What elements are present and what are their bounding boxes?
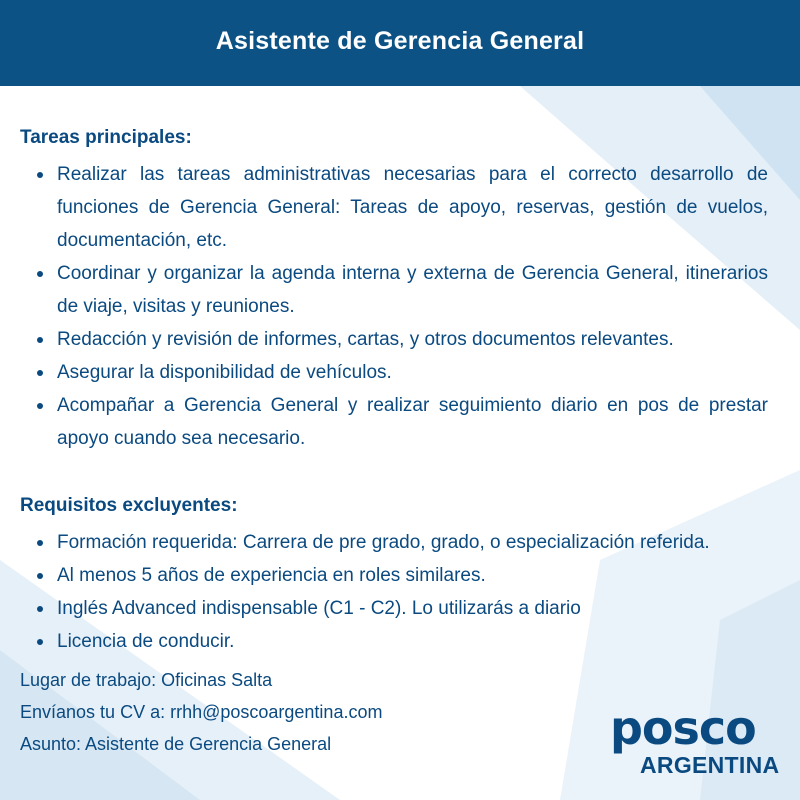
list-item: Coordinar y organizar la agenda interna y externa de Gerencia General, itinerarios de viaje, visitas y reuniones. <box>20 257 768 323</box>
svg-text:posco: posco <box>610 706 756 754</box>
list-item: Al menos 5 años de experiencia en roles similares. <box>20 559 768 592</box>
logo-subtitle: ARGENTINA <box>640 752 780 778</box>
tareas-heading: Tareas principales: <box>20 127 192 148</box>
bullet-icon <box>37 606 43 612</box>
list-item: Redacción y revisión de informes, cartas, y otros documentos relevantes. <box>20 323 768 356</box>
bullet-icon <box>37 639 43 645</box>
bullet-icon <box>37 370 43 376</box>
list-item: Inglés Advanced indispensable (C1 - C2). Lo utilizarás a diario <box>20 592 768 625</box>
posco-wordmark <box>610 706 790 754</box>
list-item: Asegurar la disponibilidad de vehículos. <box>20 356 768 389</box>
bullet-icon <box>37 540 43 546</box>
posco-logo <box>610 706 790 786</box>
requisitos-heading: Requisitos excluyentes: <box>20 495 238 516</box>
list-item: Formación requerida: Carrera de pre grado, grado, o especialización referida. <box>20 526 768 559</box>
bullet-icon <box>37 337 43 343</box>
bullet-icon <box>37 573 43 579</box>
tareas-list <box>20 158 768 455</box>
bullet-icon <box>37 403 43 409</box>
list-item: Realizar las tareas administrativas necesarias para el correcto desarrollo de funciones de Gerencia General: Tareas de apoyo, reservas, gestión de vuelos, documentación, etc. <box>20 158 768 257</box>
requisitos-list <box>20 526 768 658</box>
email-subject: Asunto: Asistente de Gerencia General <box>20 734 332 754</box>
cv-email: Envíanos tu CV a: rrhh@poscoargentina.com <box>20 702 383 722</box>
list-item: Licencia de conducir. <box>20 625 768 658</box>
work-location: Lugar de trabajo: Oficinas Salta <box>20 670 273 690</box>
main-content <box>20 124 768 658</box>
header-banner <box>0 0 800 86</box>
page-title: Asistente de Gerencia General <box>215 26 585 55</box>
bullet-icon <box>37 271 43 277</box>
list-item: Acompañar a Gerencia General y realizar seguimiento diario en pos de prestar apoyo cuando sea necesario. <box>20 389 768 455</box>
bullet-icon <box>37 172 43 178</box>
footer-info <box>20 664 382 760</box>
